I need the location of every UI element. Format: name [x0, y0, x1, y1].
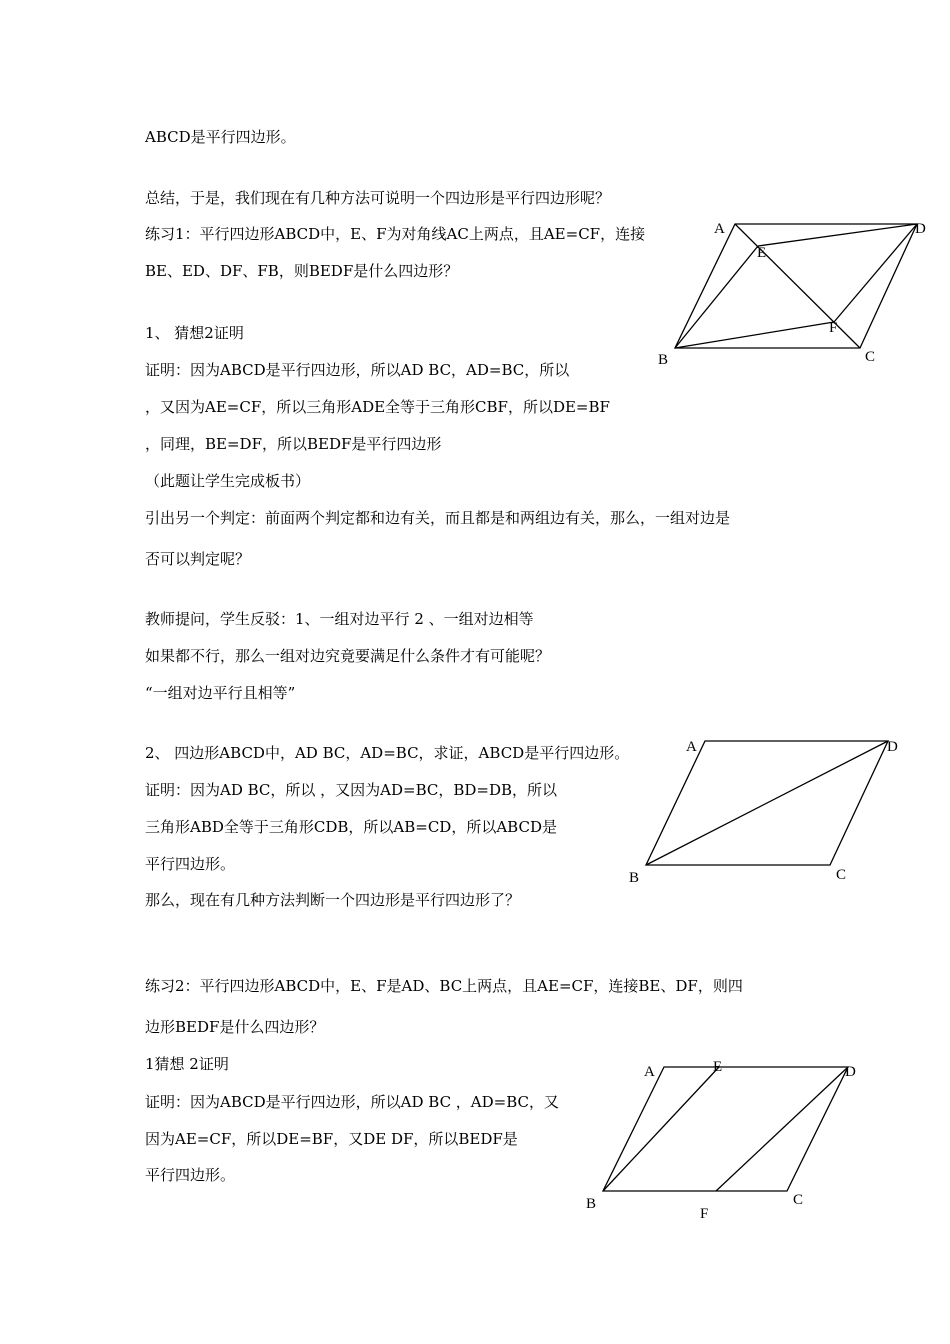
vertex-label-c: C — [865, 349, 876, 365]
point-label-f: F — [700, 1206, 709, 1222]
text-line: 证明：因为ABCD是平行四边形，所以AD BC ，AD=BC，又 — [145, 1093, 560, 1111]
text-line: ，又因为AE=CF，所以三角形ADE全等于三角形CBF，所以DE=BF — [145, 398, 610, 416]
parallelogram-outline — [603, 1067, 848, 1191]
text-line: 平行四边形。 — [145, 1166, 236, 1184]
text-line: 练习2：平行四边形ABCD中，E、F是AD、BC上两点，且AE=CF，连接BE、DF，则四 — [145, 977, 743, 995]
text-line: ABCD是平行四边形。 — [145, 128, 296, 146]
vertex-label-b: B — [658, 352, 669, 368]
segment-be — [603, 1067, 719, 1191]
text-line: 1猜想 2证明 — [145, 1055, 229, 1073]
vertex-label-b: B — [586, 1196, 597, 1212]
vertex-label-d: D — [915, 221, 926, 237]
vertex-label-a: A — [714, 221, 725, 237]
vertex-label-b: B — [629, 870, 640, 886]
text-line: 证明：因为ABCD是平行四边形，所以AD BC，AD=BC，所以 — [145, 361, 570, 379]
text-line: 否可以判定呢？ — [145, 550, 251, 568]
vertex-label-d: D — [845, 1064, 856, 1080]
vertex-label-c: C — [836, 867, 847, 883]
text-line: 边形BEDF是什么四边形？ — [145, 1018, 325, 1036]
text-line: 那么，现在有几种方法判断一个四边形是平行四边形了？ — [145, 891, 521, 909]
text-line: 如果都不行，那么一组对边究竟要满足什么条件才有可能呢？ — [145, 647, 551, 665]
text-line: 1、 猜想2证明 — [145, 324, 244, 342]
text-line: BE、ED、DF、FB，则BEDF是什么四边形？ — [145, 262, 459, 280]
text-line: 平行四边形。 — [145, 855, 236, 873]
text-line: 证明：因为AD BC，所以 ，又因为AD=BC，BD=DB，所以 — [145, 781, 558, 799]
text-line: （此题让学生完成板书） — [145, 472, 311, 490]
segment-df — [716, 1067, 848, 1191]
vertex-label-c: C — [793, 1192, 804, 1208]
point-label-f: F — [829, 320, 838, 336]
vertex-label-a: A — [686, 739, 697, 755]
text-line: 总结，于是，我们现在有几种方法可说明一个四边形是平行四边形呢？ — [145, 189, 611, 207]
vertex-label-a: A — [644, 1064, 655, 1080]
point-label-e: E — [757, 245, 767, 261]
point-label-e: E — [713, 1059, 723, 1075]
text-line: 2、 四边形ABCD中，AD BC，AD=BC，求证，ABCD是平行四边形。 — [145, 744, 630, 762]
text-line: 三角形ABD全等于三角形CDB，所以AB=CD，所以ABCD是 — [145, 818, 557, 836]
text-line: 因为AE=CF，所以DE=BF，又DE DF，所以BEDF是 — [145, 1130, 518, 1148]
text-line: 练习1：平行四边形ABCD中，E、F为对角线AC上两点，且AE=CF，连接 — [145, 225, 646, 243]
text-line: 引出另一个判定：前面两个判定都和边有关，而且都是和两组边有关，那么，一组对边是 — [145, 509, 731, 527]
text-line: “一组对边平行且相等” — [145, 684, 296, 702]
text-line: 教师提问，学生反驳：1、一组对边平行 2 、一组对边相等 — [145, 610, 534, 628]
text-line: ，同理，BE=DF，所以BEDF是平行四边形 — [145, 435, 442, 453]
vertex-label-d: D — [887, 739, 898, 755]
